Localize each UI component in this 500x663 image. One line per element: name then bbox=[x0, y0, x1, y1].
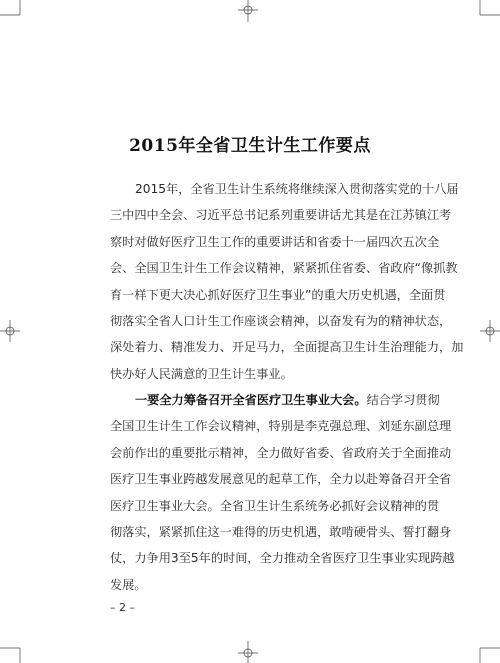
item-heading: 一要全力筹备召开全省医疗卫生事业大会。 bbox=[135, 393, 367, 407]
paragraph-item-1 bbox=[110, 387, 455, 598]
text-line: 2015年，全省卫生计生系统将继续深入贯彻落实党的十八届 bbox=[135, 182, 459, 196]
text-line: 彻落实，紧紧抓住这一难得的历史机遇，敢啃硬骨头、誓打翻身 bbox=[110, 524, 452, 539]
text-line: 察时对做好医疗卫生工作的重要讲话和省委十一届四次五次全 bbox=[110, 234, 440, 249]
text-line: 全国卫生计生工作会议精神，特别是李克强总理、刘延东副总理 bbox=[110, 419, 452, 434]
text-line: 三中四中全会、习近平总书记系列重要讲话尤其是在江苏镇江考 bbox=[110, 208, 452, 223]
text-line: 深处着力、精准发力、开足马力，全面提高卫生计生治理能力，加 bbox=[110, 340, 464, 355]
text-line: 仗，力争用3至5年的时间，全力推动全省医疗卫生事业实现跨越 bbox=[110, 551, 455, 566]
text-line bbox=[110, 387, 440, 413]
text-line: 发展。 bbox=[110, 577, 147, 592]
text-line: 快办好人民满意的卫生计生事业。 bbox=[110, 366, 293, 381]
text-line: 育一样下更大决心抓好医疗卫生事业”的重大历史机遇，全面贯 bbox=[110, 287, 446, 302]
text-line: 会、全国卫生计生工作会议精神，紧紧抓住省委、省政府“像抓教 bbox=[110, 261, 458, 276]
document-title: 2015年全省卫生计生工作要点 bbox=[129, 136, 371, 156]
item-heading-rest: 结合学习贯彻 bbox=[366, 393, 440, 407]
text-line: 医疗卫生事业跨越发展意见的起草工作，全力以赴筹备召开全省 bbox=[110, 472, 452, 487]
text-line: 医疗卫生事业大会。全省卫生计生系统务必抓好会议精神的贯 bbox=[110, 498, 440, 513]
paragraph-intro bbox=[110, 176, 464, 387]
text-line: 会前作出的重要批示精神，全力做好省委、省政府关于全面推动 bbox=[110, 445, 452, 460]
page-number: – 2 – bbox=[110, 601, 135, 614]
text-line: 彻落实全省人口计生工作座谈会精神，以奋发有为的精神状态， bbox=[110, 313, 452, 328]
